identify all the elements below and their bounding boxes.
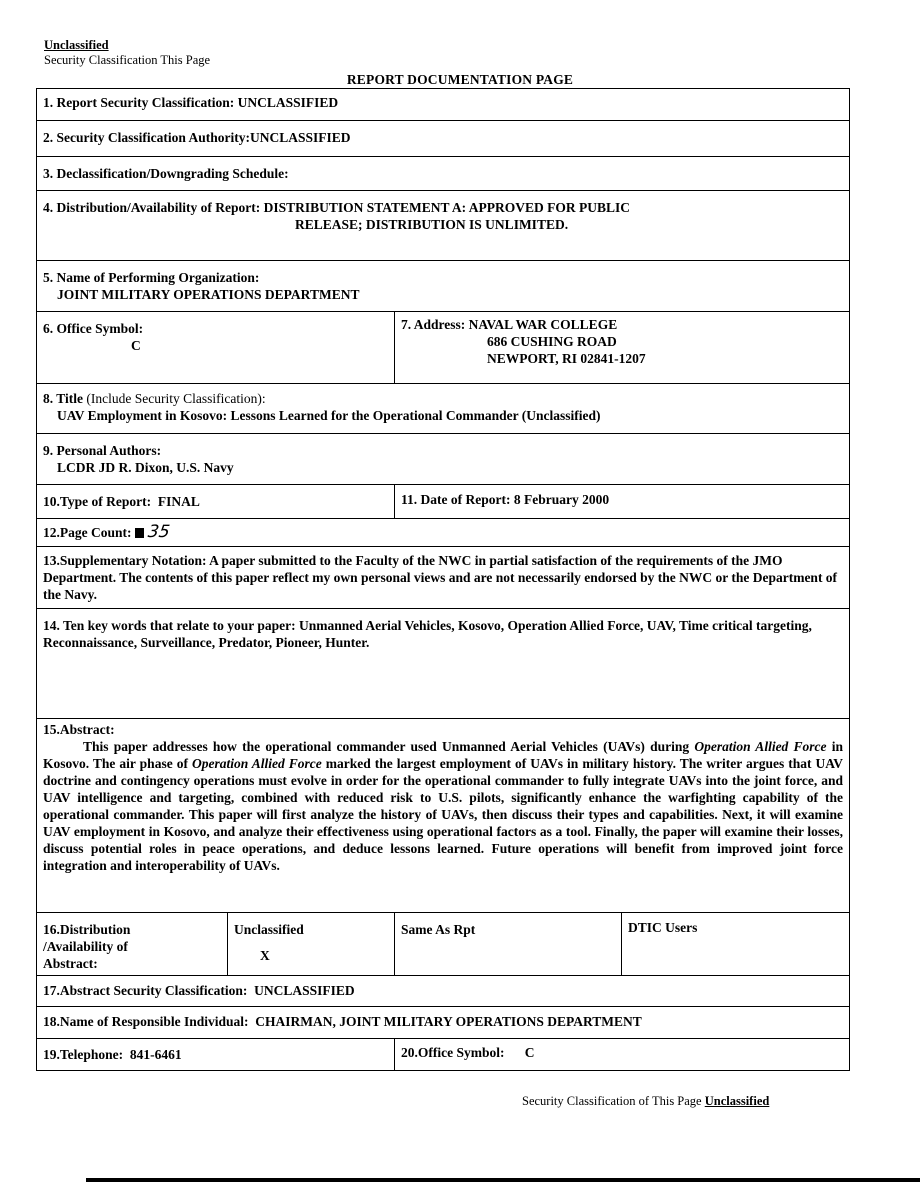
page-title: REPORT DOCUMENTATION PAGE <box>346 72 574 87</box>
field-19-label: 19.Telephone: <box>43 1047 124 1062</box>
field-1-value: UNCLASSIFIED <box>237 95 339 110</box>
field-18-value: CHAIRMAN, JOINT MILITARY OPERATIONS DEPARTMENT <box>255 1014 642 1029</box>
field-15-label: 15.Abstract: <box>43 722 115 737</box>
field-16-label: 16.Distribution /Availability of Abstract: <box>43 922 131 971</box>
field-2-row <box>37 120 849 156</box>
field-1-label: 1. Report Security Classification <box>43 95 230 110</box>
field-16-dtic-users-cell <box>622 913 849 975</box>
field-4-value-line2: RELEASE; DISTRIBUTION IS UNLIMITED. <box>295 217 569 232</box>
field-4-label: 4. Distribution/Availability of Report: <box>43 200 261 215</box>
bottom-classification-label: Unclassified <box>704 1094 770 1108</box>
field-20-cell <box>395 1039 849 1070</box>
fields-10-11-row <box>37 484 849 518</box>
bottom-classification <box>522 1094 769 1109</box>
field-16-dtic-users: DTIC Users <box>628 920 698 935</box>
field-19-value: 841-6461 <box>129 1047 182 1062</box>
top-classification-block <box>44 38 210 68</box>
field-18-row <box>37 1006 849 1038</box>
field-14-text: 14. Ten key words that relate to your paper: Unmanned Aerial Vehicles, Kosovo, Operation Allied Force, UAV, Time critical targeting, Reconnaissance, Surveillance, Predator, Pioneer, Hunter. <box>43 618 812 650</box>
ink-blot <box>135 528 144 538</box>
fields-6-7-row <box>37 311 849 383</box>
field-16-same-as-rpt-cell <box>395 913 622 975</box>
scan-edge-line <box>86 1178 920 1182</box>
field-13-row <box>37 546 849 608</box>
field-16-x-mark: X <box>260 948 270 963</box>
field-7-line2: 686 CUSHING ROAD <box>487 334 617 349</box>
field-11-value: 8 February 2000 <box>513 492 610 507</box>
fields-19-20-row <box>37 1038 849 1070</box>
field-12-value-handwritten: 35 <box>146 522 171 542</box>
field-10-value: FINAL <box>157 494 200 509</box>
field-18-label: 18.Name of Responsible Individual: <box>43 1014 249 1029</box>
field-2-value: UNCLASSIFIED <box>250 130 351 145</box>
field-12-label: 12.Page Count: <box>43 525 132 540</box>
field-12-row <box>37 518 849 546</box>
field-14-row <box>37 608 849 718</box>
field-19-cell <box>37 1039 395 1070</box>
field-16-unclassified-cell <box>228 913 395 975</box>
field-4-value-line1: DISTRIBUTION STATEMENT A: APPROVED FOR PUBLIC <box>263 200 631 215</box>
field-20-value: C <box>524 1045 535 1060</box>
top-classification-label: Unclassified <box>44 38 109 52</box>
field-6-label: 6. Office Symbol: <box>43 321 144 336</box>
field-16-same-as-rpt: Same As Rpt <box>401 922 476 937</box>
field-6-cell <box>37 312 395 383</box>
field-17-value: UNCLASSIFIED <box>254 983 355 998</box>
field-17-label: 17.Abstract Security Classification: <box>43 983 248 998</box>
field-4-row <box>37 190 849 260</box>
field-9-value: LCDR JD R. Dixon, U.S. Navy <box>57 460 234 475</box>
field-5-row <box>37 260 849 311</box>
field-3-row <box>37 156 849 190</box>
field-7-line3: NEWPORT, RI 02841-1207 <box>487 351 646 366</box>
field-11-label: 11. Date of Report: <box>401 492 511 507</box>
field-9-label: 9. Personal Authors: <box>43 443 162 458</box>
field-10-label: 10.Type of Report: <box>43 494 152 509</box>
field-11-cell <box>395 485 849 518</box>
field-20-label: 20.Office Symbol: <box>401 1045 505 1060</box>
field-8-row <box>37 383 849 433</box>
field-1-row: 1. Report Security Classification: UNCLASSIFIED <box>43 95 339 110</box>
field-5-value: JOINT MILITARY OPERATIONS DEPARTMENT <box>57 287 360 302</box>
field-9-row <box>37 433 849 484</box>
field-10-cell <box>37 485 395 518</box>
field-5-label: 5. Name of Performing Organization: <box>43 270 260 285</box>
field-17-row <box>37 975 849 1006</box>
field-16-label-cell <box>37 913 228 975</box>
bottom-classification-caption: Security Classification of This Page <box>522 1094 702 1108</box>
field-13-text: 13.Supplementary Notation: A paper submitted to the Faculty of the NWC in partial satisfaction of the requirements of the JMO Department. The contents of this paper reflect my own personal views and are not necessarily endorsed by the NWC or the Department of the Navy. <box>43 553 838 602</box>
abstract-text: This paper addresses how the operational commander used Unmanned Aerial Vehicles (UAVs) during Operation Allied Force in Kosovo. The air phase of Operation Allied Force marked the largest employment of UAVs in military history. The writer argues that UAV doctrine and contingency operations must evolve in order for the operational commander to fully integrate UAVs into the joint force, and UAV intelligence and targeting, combined with reduced risk to U.S. pilots, significantly enhance the warfighting capability of the operational commander. This paper will first analyze the history of UAVs, then discuss their types and capabilities. Next, it will examine UAV employment in Kosovo, and analyze their effectiveness using operational factors as a tool. Finally, the paper will examine their losses, discuss potential roles in peace operations, and deduce lessons learned. Future operations will benefit from improved joint force integration and interoperability of UAVs. <box>43 739 844 873</box>
field-3-label: 3. Declassification/Downgrading Schedule: <box>43 166 289 181</box>
top-classification-caption: Security Classification This Page <box>44 53 211 67</box>
report-documentation-form <box>36 88 850 1071</box>
field-16-unclassified: Unclassified <box>234 922 304 937</box>
field-7-label: 7. Address: <box>401 317 466 332</box>
field-16-row <box>37 912 849 975</box>
field-7-cell <box>395 312 849 383</box>
field-2-label: 2. Security Classification Authority: <box>43 130 250 145</box>
field-8-label: 8. Title <box>43 391 84 406</box>
field-8-value: UAV Employment in Kosovo: Lessons Learned for the Operational Commander (Unclassified) <box>57 408 601 423</box>
field-8-label-note: (Include Security Classification): <box>86 391 266 406</box>
field-7-line1: NAVAL WAR COLLEGE <box>468 317 618 332</box>
field-15-row <box>37 718 849 912</box>
field-6-value: C <box>131 338 141 353</box>
